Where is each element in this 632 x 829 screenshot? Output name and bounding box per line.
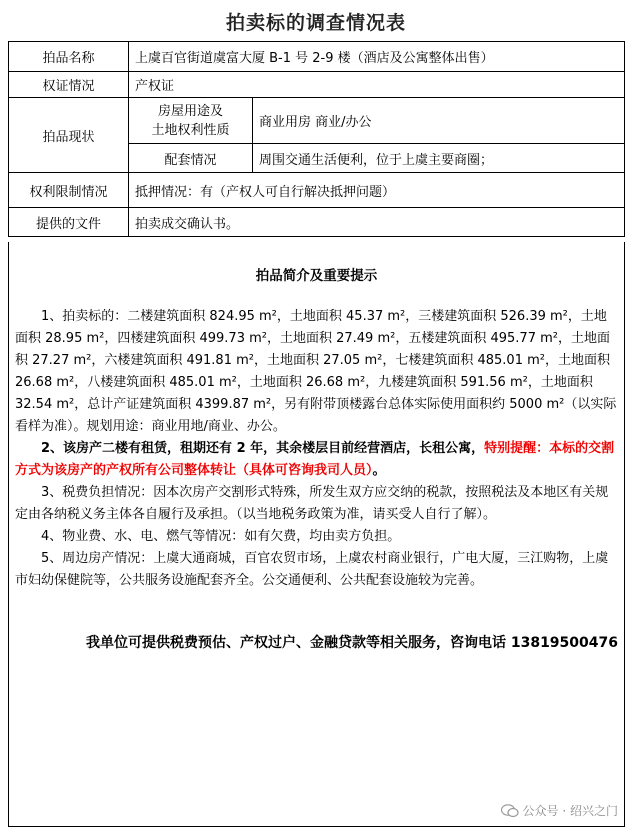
certificate-value: 产权证 [129,72,625,98]
note-item-3: 3、税费负担情况：因本次房产交割形式特殊，所发生双方应交纳的税款，按照税法及本地区有关规定由各纳税义务主体各自履行及承担。（以当地税务政策为准，请买受人自行了解）。 [15,485,609,522]
watermark-text: 公众号 · 绍兴之门 [522,804,618,818]
documents-value: 拍卖成交确认书。 [129,208,625,237]
certificate-label: 权证情况 [9,72,129,98]
special-reminder: 特别提醒：本标的交割方式为该房产的产权所有公司整体转让（具体可咨询我司人员） [15,441,615,478]
usage-value: 商业用房 商业/办公 [253,98,625,144]
info-table [8,41,625,237]
status-label: 拍品现状 [9,98,129,173]
page-title: 拍卖标的调查情况表 [225,12,406,34]
usage-label [129,98,253,144]
table-row [9,173,625,208]
restriction-value: 抵押情况：有（产权人可自行解决抵押问题） [129,173,625,208]
item-name-label: 拍品名称 [9,42,129,72]
table-row [9,72,625,98]
note-item-2-end: 。 [372,463,386,478]
notes-body [9,306,624,592]
watermark [501,802,618,819]
note-item-2-text: 2、该房产二楼有租赁，租期还有 2 年，其余楼层目前经营酒店，长租公寓， [41,441,485,456]
notes-section [8,242,625,827]
facilities-value: 周围交通生活便利，位于上虞主要商圈； [253,144,625,173]
notes-title: 拍品简介及重要提示 [255,268,378,284]
note-item-1: 1、拍卖标的：二楼建筑面积 824.95 m²，土地面积 45.37 m²，三楼建筑面积 526.39 m²，土地面积 28.95 m²，四楼建筑面积 499.73 m²，土地面积 27.49 m²，五楼建筑面积 495.77 m²，土地面积 27.27 m²，六楼建筑面积 491.81 m²，土地面积 27.05 m²，七楼建筑面积 485.01 m²，土地面积 26.68 m²，八楼建筑面积 485.01 m²，土地面积 26.68 m²，九楼建筑面积 591.56 m²，土地面积 32.54 m²，总计产证建筑面积 4399.87 m²，另有附带顶楼露台总体实际使用面积约 5000 m²（以实际看样为准）。规划用途：商业用地/商业、办公。 [15,309,617,434]
note-item-2 [15,438,618,482]
wechat-icon [501,804,519,818]
facilities-label: 配套情况 [129,144,253,173]
note-item-4: 4、物业费、水、电、燃气等情况：如有欠费，均由卖方负担。 [41,529,401,544]
documents-label: 提供的文件 [9,208,129,237]
usage-label-line-2: 土地权利性质 [151,122,230,138]
restriction-label: 权利限制情况 [9,173,129,208]
table-row [9,98,625,144]
contact-info: 我单位可提供税费预估、产权过户、金融贷款等相关服务，咨询电话 13819500476 [85,635,618,651]
item-name-value: 上虞百官街道虞富大厦 B-1 号 2-9 楼（酒店及公寓整体出售） [129,42,625,72]
table-row [9,42,625,72]
usage-label-line-1: 房屋用途及 [157,103,223,119]
table-row [9,208,625,237]
note-item-5: 5、周边房产情况：上虞大通商城，百官农贸市场，上虞农村商业银行，广电大厦，三江购物，上虞市妇幼保健院等，公共服务设施配套齐全。公交通便利、公共配套设施较为完善。 [15,551,609,588]
